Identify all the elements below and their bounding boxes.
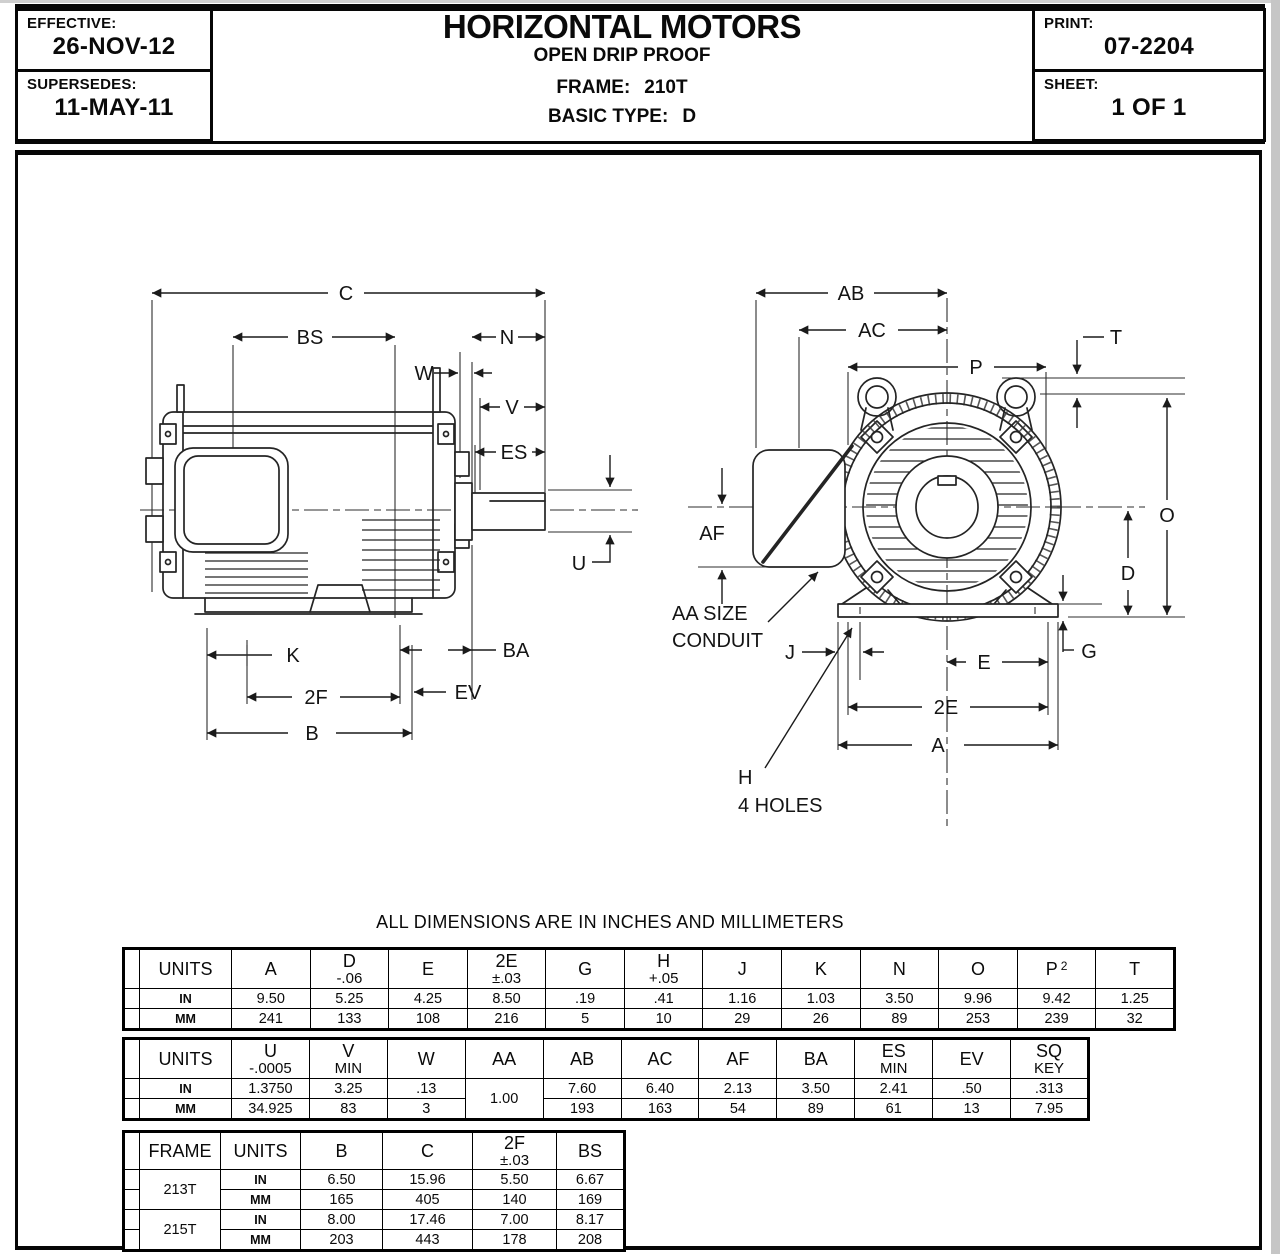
sheet-label: SHEET:	[1044, 76, 1099, 93]
cell: IN	[221, 1210, 301, 1230]
cell: 253	[939, 1009, 1018, 1030]
cell: 3.50	[860, 989, 939, 1009]
holes-note-line2: 4 HOLES	[738, 795, 823, 817]
motor-side-view	[140, 283, 638, 745]
cell: 239	[1017, 1009, 1096, 1030]
cell: 2.41	[855, 1079, 933, 1099]
cell: 1.25	[1096, 989, 1175, 1009]
dim-label-2e: 2E	[933, 697, 959, 719]
print-label: PRINT:	[1044, 15, 1094, 32]
cell: 108	[389, 1009, 468, 1030]
cell	[124, 1210, 140, 1230]
cell: MM	[221, 1190, 301, 1210]
dim-label-p: P	[969, 357, 983, 379]
cell	[124, 989, 140, 1009]
cell: 4.25	[389, 989, 468, 1009]
cell: BA	[777, 1039, 855, 1079]
cell: 405	[383, 1190, 473, 1210]
cell: 7.95	[1011, 1099, 1089, 1120]
cell: MM	[140, 1009, 232, 1030]
cell: 17.46	[383, 1210, 473, 1230]
dim-label-t: T	[1109, 327, 1123, 349]
cell: 7.00	[473, 1210, 557, 1230]
basic-type-value: D	[682, 106, 697, 127]
frame-label: FRAME:	[556, 77, 631, 98]
cell-frame-215t: 215T	[140, 1210, 221, 1251]
cell: IN	[140, 989, 232, 1009]
cell	[124, 1190, 140, 1210]
cell: 5.25	[310, 989, 389, 1009]
cell: .13	[387, 1079, 465, 1099]
cell: E	[389, 949, 468, 989]
cell: .19	[546, 989, 625, 1009]
cell: J	[703, 949, 782, 989]
cell: 7.60	[543, 1079, 621, 1099]
terminal-box-side	[175, 448, 288, 552]
cell: 89	[860, 1009, 939, 1030]
table-row	[124, 1099, 1089, 1120]
cell: 241	[232, 1009, 311, 1030]
dim-label-j: J	[785, 642, 795, 664]
cell: 133	[310, 1009, 389, 1030]
cell: 3.50	[777, 1079, 855, 1099]
dim-label-bs: BS	[296, 327, 324, 349]
dim-label-o: O	[1159, 505, 1175, 527]
motor-shaft	[455, 483, 545, 540]
cell: 8.00	[301, 1210, 383, 1230]
cell: 5	[546, 1009, 625, 1030]
cell: 443	[383, 1230, 473, 1251]
cell: 2.13	[699, 1079, 777, 1099]
cell: 6.50	[301, 1170, 383, 1190]
cell: 8.17	[557, 1210, 625, 1230]
cell: UNITS	[140, 949, 232, 989]
cell: V MIN	[309, 1039, 387, 1079]
dim-label-a: A	[931, 735, 945, 757]
cell: 10	[624, 1009, 703, 1030]
cell: 83	[309, 1099, 387, 1120]
table-row	[124, 989, 1175, 1009]
cell: 89	[777, 1099, 855, 1120]
cell: IN	[221, 1170, 301, 1190]
cell: BS	[557, 1132, 625, 1170]
frame-value: 210T	[644, 77, 688, 98]
conduit-box	[753, 446, 852, 567]
cell	[124, 1230, 140, 1251]
cell: 32	[1096, 1009, 1175, 1030]
cell: P $^2$	[1017, 949, 1096, 989]
cell: D -.06	[310, 949, 389, 989]
cell: 193	[543, 1099, 621, 1120]
cell	[124, 1009, 140, 1030]
dim-label-ab: AB	[837, 283, 865, 305]
cell: IN	[140, 1079, 232, 1099]
dim-label-ba: BA	[502, 640, 530, 662]
cell: 203	[301, 1230, 383, 1251]
cell: 9.42	[1017, 989, 1096, 1009]
dim-label-ev: EV	[454, 682, 482, 704]
cell: FRAME	[140, 1132, 221, 1170]
cell: .50	[933, 1079, 1011, 1099]
cell: 15.96	[383, 1170, 473, 1190]
cell: N	[860, 949, 939, 989]
sheet-number: 1 OF 1	[1111, 94, 1187, 121]
cell: UNITS	[221, 1132, 301, 1170]
cell: 165	[301, 1190, 383, 1210]
table-row	[124, 1039, 1089, 1079]
cell: 54	[699, 1099, 777, 1120]
dim-label-af: AF	[699, 523, 725, 545]
cell	[124, 1079, 140, 1099]
frame-table	[122, 1130, 626, 1252]
dimensions-note: ALL DIMENSIONS ARE IN INCHES AND MILLIMETERS	[376, 912, 844, 932]
cell: 13	[933, 1099, 1011, 1120]
dim-label-e: E	[977, 652, 991, 674]
conduit-note-line2: CONDUIT	[672, 630, 764, 652]
cell: A	[232, 949, 311, 989]
dim-label-g: G	[1081, 641, 1097, 663]
cell: 61	[855, 1099, 933, 1120]
table-row	[124, 1009, 1175, 1030]
cell: AF	[699, 1039, 777, 1079]
dimension-table-main	[122, 947, 1176, 1031]
cell: G	[546, 949, 625, 989]
cell	[124, 1039, 140, 1079]
sheet-subtitle: OPEN DRIP PROOF	[533, 45, 711, 66]
cell: H +.05	[624, 949, 703, 989]
cell: UNITS	[140, 1039, 232, 1079]
cell: 26	[782, 1009, 861, 1030]
cell: O	[939, 949, 1018, 989]
effective-date: 26-NOV-12	[52, 33, 176, 60]
table-row	[124, 1210, 625, 1230]
cell: 6.40	[621, 1079, 699, 1099]
cell: 208	[557, 1230, 625, 1251]
effective-label: EFFECTIVE:	[27, 15, 117, 32]
dim-label-c: C	[338, 283, 354, 305]
cell: 1.16	[703, 989, 782, 1009]
dim-label-v: V	[505, 397, 519, 419]
cell: 5.50	[473, 1170, 557, 1190]
cell: C	[383, 1132, 473, 1170]
table-row	[124, 1079, 1089, 1099]
dim-label-es: ES	[500, 442, 528, 464]
keyway	[938, 476, 956, 485]
dim-label-w: W	[414, 363, 434, 385]
basic-type-label: BASIC TYPE:	[547, 106, 669, 127]
cell: 163	[621, 1099, 699, 1120]
cell: MM	[140, 1099, 232, 1120]
cell: 169	[557, 1190, 625, 1210]
cell: SQ KEY	[1011, 1039, 1089, 1079]
cell: 6.67	[557, 1170, 625, 1190]
cell: 2F ±.03	[473, 1132, 557, 1170]
cell: 1.3750	[232, 1079, 310, 1099]
cell	[124, 949, 140, 989]
motor-front-view	[672, 283, 1185, 828]
dim-label-d: D	[1120, 563, 1136, 585]
cell: T	[1096, 949, 1175, 989]
print-number: 07-2204	[1103, 33, 1195, 60]
dimension-table-secondary	[122, 1037, 1090, 1121]
cell: W	[387, 1039, 465, 1079]
cell: 9.50	[232, 989, 311, 1009]
dim-label-k: K	[286, 645, 300, 667]
table-row	[124, 949, 1175, 989]
supersedes-date: 11-MAY-11	[54, 94, 174, 121]
cell: 8.50	[467, 989, 546, 1009]
cell: 34.925	[232, 1099, 310, 1120]
cell-aa-merged: 1.00	[465, 1079, 543, 1120]
cell	[124, 1099, 140, 1120]
dim-label-ac: AC	[858, 320, 886, 342]
cell: AB	[543, 1039, 621, 1079]
cell: 2E ±.03	[467, 949, 546, 989]
cell: AC	[621, 1039, 699, 1079]
cell: 216	[467, 1009, 546, 1030]
supersedes-label: SUPERSEDES:	[27, 76, 137, 93]
cell: B	[301, 1132, 383, 1170]
cell: U -.0005	[232, 1039, 310, 1079]
cell	[124, 1170, 140, 1190]
cell: EV	[933, 1039, 1011, 1079]
sheet-title: HORIZONTAL MOTORS	[442, 8, 802, 45]
cell: 1.03	[782, 989, 861, 1009]
cell	[124, 1132, 140, 1170]
table-row	[124, 1132, 625, 1170]
cell: 3.25	[309, 1079, 387, 1099]
conduit-note-line1: AA SIZE	[672, 603, 748, 625]
cell: .41	[624, 989, 703, 1009]
dim-label-u: U	[571, 553, 587, 575]
cell: 29	[703, 1009, 782, 1030]
cell: 3	[387, 1099, 465, 1120]
cell: 178	[473, 1230, 557, 1251]
cell: .313	[1011, 1079, 1089, 1099]
cell-frame-213t: 213T	[140, 1170, 221, 1210]
cell: AA	[465, 1039, 543, 1079]
dim-label-n: N	[499, 327, 515, 349]
dim-label-b: B	[305, 723, 319, 745]
cell: K	[782, 949, 861, 989]
dim-label-2f: 2F	[304, 687, 328, 709]
holes-note-line1: H	[738, 767, 753, 789]
table-row	[124, 1170, 625, 1190]
cell: 9.96	[939, 989, 1018, 1009]
cell: ES MIN	[855, 1039, 933, 1079]
cell: 140	[473, 1190, 557, 1210]
cell: MM	[221, 1230, 301, 1251]
